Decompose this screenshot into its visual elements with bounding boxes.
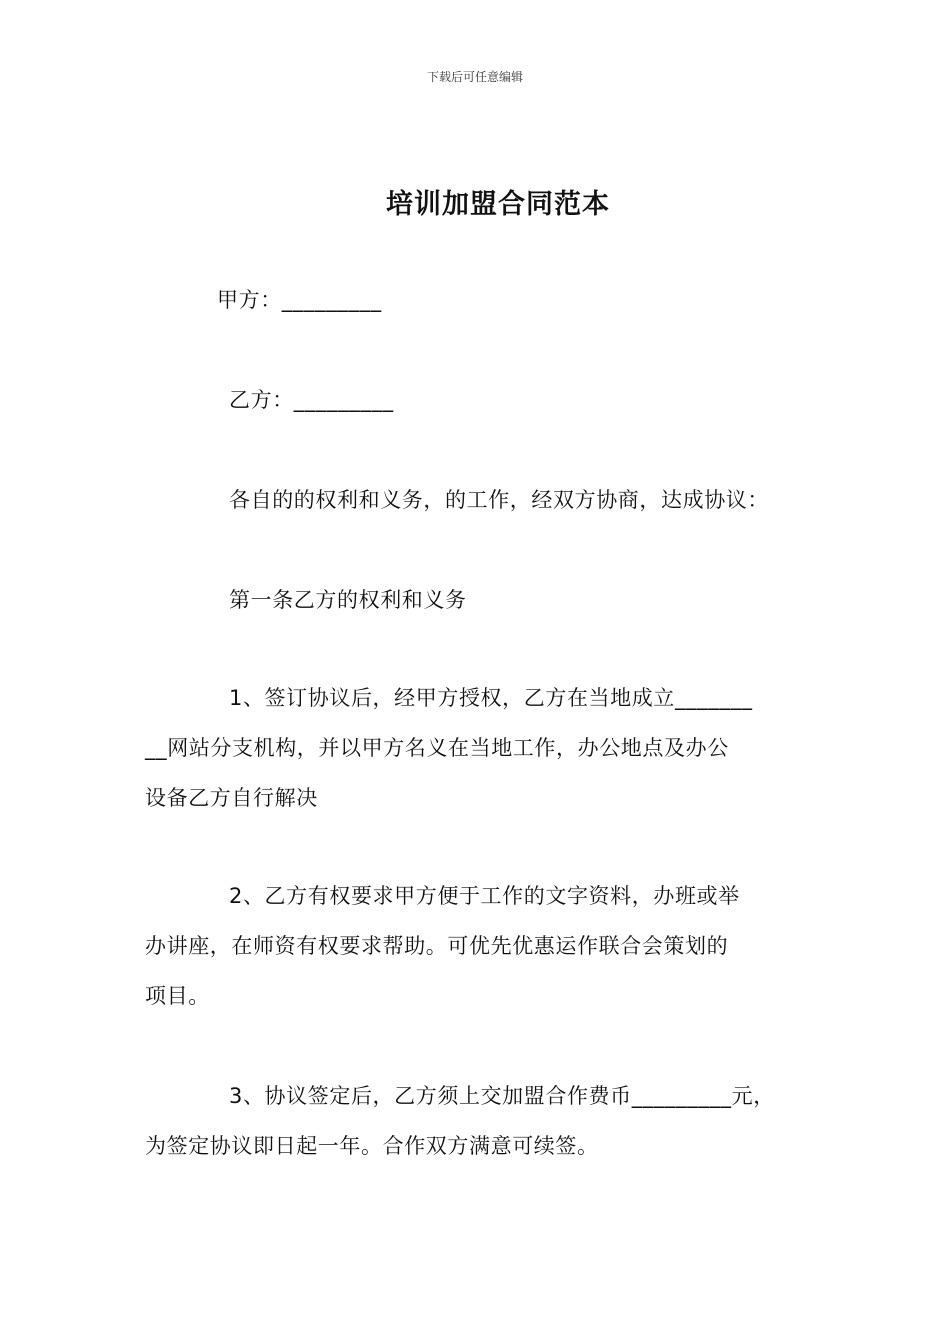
document-title: 培训加盟合同范本 — [386, 189, 610, 220]
clause3-line: 为签定协议即日起一年。合作双方满意可续签。 — [145, 1134, 599, 1158]
clause2-line: 2、乙方有权要求甲方便于工作的文字资料，办班或举 — [229, 884, 740, 908]
header-note: 下载后可任意编辑 — [426, 70, 523, 84]
clause3-line: 3、协议签定后，乙方须上交加盟合作费币_________元， — [229, 1084, 775, 1108]
clause2-line: 项目。 — [145, 984, 210, 1008]
clause1-line: __网站分支机构，并以甲方名义在当地工作，办公地点及办公 — [145, 736, 729, 760]
party-b-line: 乙方：_________ — [229, 388, 394, 412]
clause1-line: 1、签订协议后，经甲方授权，乙方在当地成立_______ — [229, 686, 753, 710]
clause1-line: 设备乙方自行解决 — [145, 786, 318, 810]
article1-heading: 第一条乙方的权利和义务 — [229, 588, 467, 612]
clause2-line: 办讲座，在师资有权要求帮助。可优先优惠运作联合会策划的 — [145, 934, 729, 958]
party-a-line: 甲方：_________ — [217, 288, 382, 312]
preamble-paragraph: 各自的的权利和义务，的工作，经双方协商，达成协议： — [229, 488, 769, 512]
